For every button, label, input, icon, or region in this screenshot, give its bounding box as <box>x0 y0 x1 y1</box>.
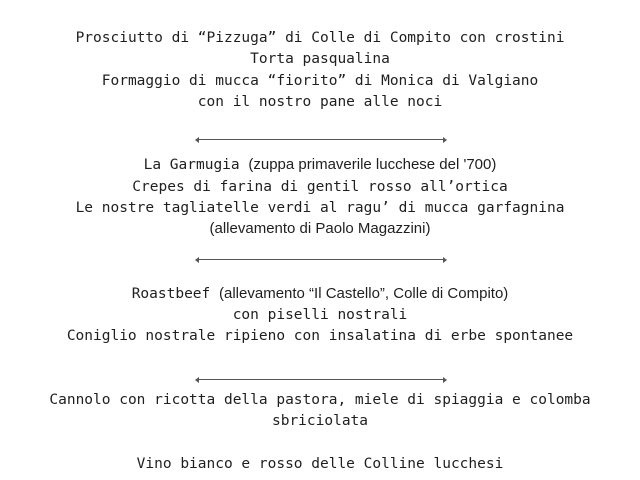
antipasto-prosciutto: Prosciutto di “Pizzuga” di Colle di Compito con crostini <box>75 30 565 46</box>
antipasto-formaggio: Formaggio di mucca “fiorito” di Monica di Valgiano <box>101 73 539 89</box>
primo-allevamento-note: (allevamento di Paolo Magazzini) <box>209 220 431 237</box>
primo-crepes: Crepes di farina di gentil rosso all’ortica <box>132 179 508 195</box>
dolce-cannolo-cont: sbriciolata <box>271 413 369 429</box>
dolce-cannolo: Cannolo con ricotta della pastora, miele di spiaggia e colomba <box>49 392 591 408</box>
primo-garmugia-note: (zuppa primaverile lucchese del '700) <box>248 156 497 173</box>
antipasto-torta: Torta pasqualina <box>250 51 390 67</box>
section-divider <box>195 377 447 383</box>
secondo-piselli: con piselli nostrali <box>232 307 408 323</box>
secondo-roastbeef-note: (allevamento “Il Castello”, Colle di Compito) <box>219 285 509 302</box>
secondo-coniglio: Coniglio nostrale ripieno con insalatina di erbe spontanee <box>66 328 574 344</box>
primo-tagliatelle: Le nostre tagliatelle verdi al ragu’ di mucca garfagnina <box>75 200 565 216</box>
antipasto-pane: con il nostro pane alle noci <box>197 94 443 110</box>
primo-garmugia-name: La Garmugia <box>143 157 240 173</box>
section-divider <box>195 137 447 143</box>
secondo-roastbeef-name: Roastbeef <box>131 286 211 302</box>
vino-line: Vino bianco e rosso delle Colline lucchesi <box>136 456 504 472</box>
secondo-roastbeef <box>0 284 640 304</box>
section-divider <box>195 257 447 263</box>
primo-garmugia <box>0 155 640 175</box>
